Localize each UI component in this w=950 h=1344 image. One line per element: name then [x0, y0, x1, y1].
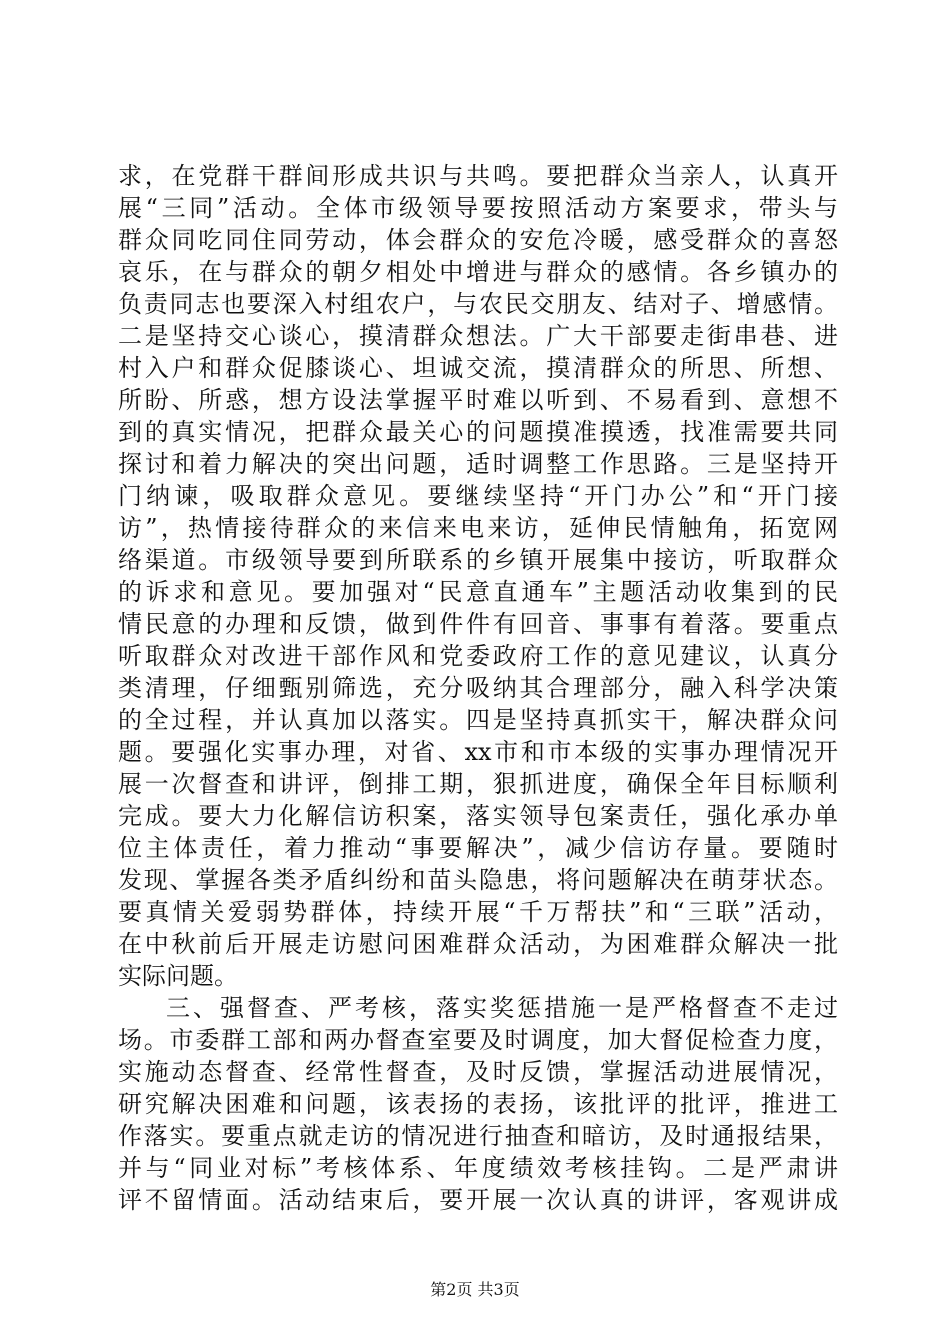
text-line-5: 负责同志也要深入村组农户，与农民交朋友、结对子、增感情。: [118, 290, 838, 318]
text-line-27: 三、强督查、严考核，落实奖惩措施一是严格督查不走过: [166, 994, 838, 1022]
text-line-26: 实际问题。: [118, 962, 238, 990]
text-line-22: 位主体责任，着力推动“事要解决”，减少信访存量。要随时: [118, 834, 838, 862]
text-line-14: 的诉求和意见。要加强对“民意直通车”主题活动收集到的民: [118, 578, 838, 606]
text-line-4: 哀乐，在与群众的朝夕相处中增进与群众的感情。各乡镇办的: [118, 258, 838, 286]
text-line-23: 发现、掌握各类矛盾纠纷和苗头隐患，将问题解决在萌芽状态。: [118, 866, 838, 894]
text-line-25: 在中秋前后开展走访慰问困难群众活动，为困难群众解决一批: [118, 930, 838, 958]
text-line-32: 并与“同业对标”考核体系、年度绩效考核挂钩。二是严肃讲: [118, 1154, 838, 1182]
text-line-30: 研究解决困难和问题，该表扬的表扬，该批评的批评，推进工: [118, 1090, 838, 1118]
text-line-20: 展一次督查和讲评，倒排工期，狠抓进度，确保全年目标顺利: [118, 770, 838, 798]
text-line-17: 类清理，仔细甄别筛选，充分吸纳其合理部分，融入科学决策: [118, 674, 838, 702]
text-line-1: 求，在党群干群间形成共识与共鸣。要把群众当亲人，认真开: [118, 162, 838, 190]
text-line-10: 探讨和着力解决的突出问题，适时调整工作思路。三是坚持开: [118, 450, 838, 478]
text-line-31: 作落实。要重点就走访的情况进行抽查和暗访，及时通报结果，: [118, 1122, 838, 1150]
text-line-19: 题。要强化实事办理，对省、xx市和市本级的实事办理情况开: [118, 738, 838, 766]
text-line-29: 实施动态督查、经常性督查，及时反馈，掌握活动进展情况，: [118, 1058, 838, 1086]
text-line-12: 访”，热情接待群众的来信来电来访，延伸民情触角，拓宽网: [118, 514, 838, 542]
text-line-3: 群众同吃同住同劳动，体会群众的安危冷暖，感受群众的喜怒: [118, 226, 838, 254]
text-line-11: 门纳谏，吸取群众意见。要继续坚持“开门办公”和“开门接: [118, 482, 838, 510]
text-line-18: 的全过程，并认真加以落实。四是坚持真抓实干，解决群众问: [118, 706, 838, 734]
text-line-15: 情民意的办理和反馈，做到件件有回音、事事有着落。要重点: [118, 610, 838, 638]
text-line-9: 到的真实情况，把群众最关心的问题摸准摸透，找准需要共同: [118, 418, 838, 446]
body-text: [118, 160, 838, 1216]
text-line-7: 村入户和群众促膝谈心、坦诚交流，摸清群众的所思、所想、: [118, 354, 838, 382]
page-number-label: 第2页 共3页: [430, 1280, 520, 1299]
text-line-16: 听取群众对改进干部作风和党委政府工作的意见建议，认真分: [118, 642, 838, 670]
text-line-21: 完成。要大力化解信访积案，落实领导包案责任，强化承办单: [118, 802, 838, 830]
text-line-8: 所盼、所惑，想方设法掌握平时难以听到、不易看到、意想不: [118, 386, 838, 414]
page-footer: [0, 1280, 950, 1300]
text-line-33: 评不留情面。活动结束后，要开展一次认真的讲评，客观讲成: [118, 1186, 838, 1214]
text-line-13: 络渠道。市级领导要到所联系的乡镇开展集中接访，听取群众: [118, 546, 838, 574]
text-line-6: 二是坚持交心谈心，摸清群众想法。广大干部要走街串巷、进: [118, 322, 838, 350]
text-line-28: 场。市委群工部和两办督查室要及时调度，加大督促检查力度，: [118, 1026, 838, 1054]
text-line-2: 展“三同”活动。全体市级领导要按照活动方案要求，带头与: [118, 194, 838, 222]
text-line-24: 要真情关爱弱势群体，持续开展“千万帮扶”和“三联”活动，: [118, 898, 838, 926]
